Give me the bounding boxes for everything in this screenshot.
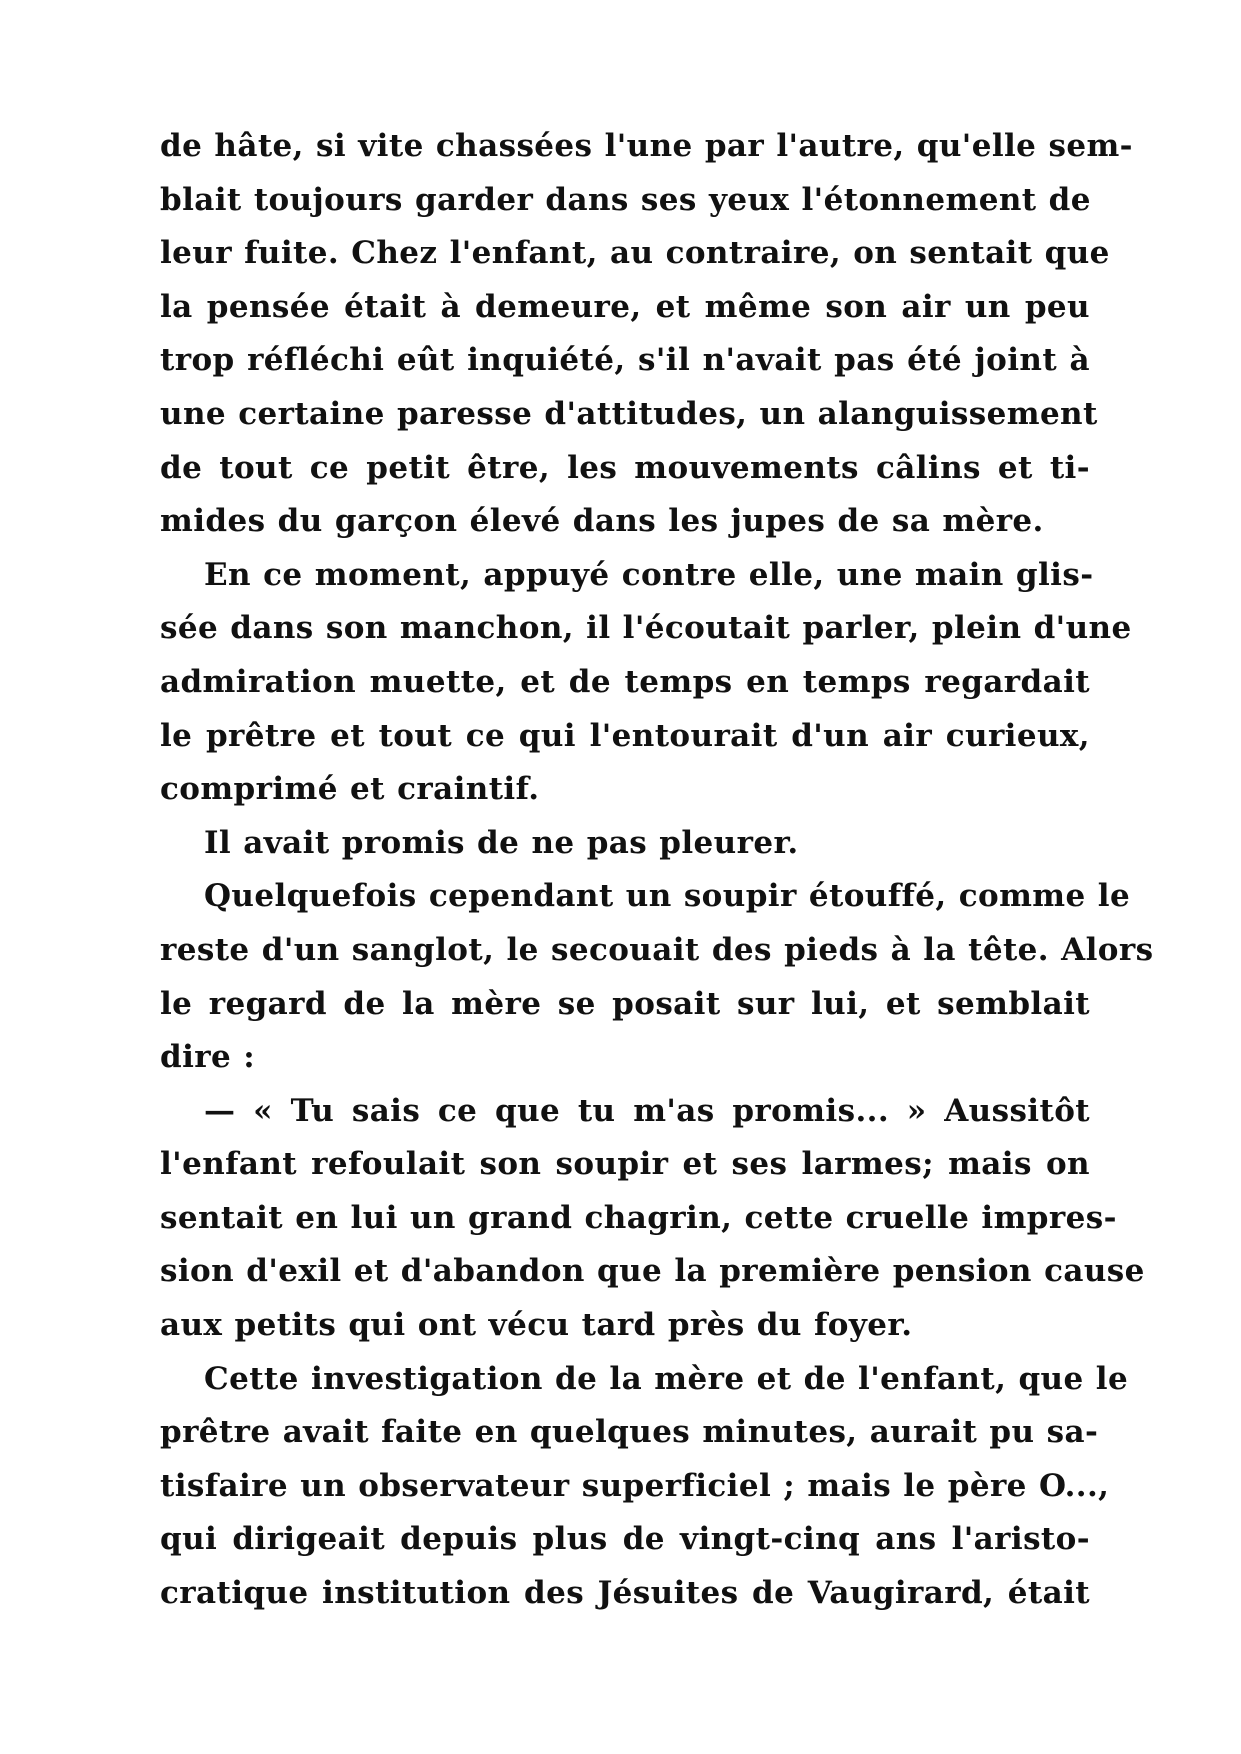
text-line: cratique institution des Jésuites de Vaugirard, était xyxy=(160,1575,1090,1612)
text-line: le regard de la mère se posait sur lui, et semblait xyxy=(160,985,1090,1022)
text-line: tisfaire un observateur superficiel ; mais le père O..., xyxy=(160,1467,1110,1504)
text-line: aux petits qui ont vécu tard près du foyer. xyxy=(160,1307,913,1344)
text-line: sée dans son manchon, il l'écoutait parler, plein d'une xyxy=(160,610,1132,647)
text-line: — « Tu sais ce que tu m'as promis... » Aussitôt xyxy=(204,1092,1090,1129)
text-line: blait toujours garder dans ses yeux l'étonnement de xyxy=(160,181,1091,218)
text-line: le prêtre et tout ce qui l'entourait d'un air curieux, xyxy=(160,717,1090,754)
text-line: reste d'un sanglot, le secouait des pieds à la tête. Alors xyxy=(160,931,1154,968)
text-line: trop réfléchi eût inquiété, s'il n'avait pas été joint à xyxy=(160,342,1090,379)
text-line: de hâte, si vite chassées l'une par l'autre, qu'elle sem- xyxy=(160,128,1133,164)
text-line: dire : xyxy=(160,1039,256,1076)
text-line: Cette investigation de la mère et de l'enfant, que le xyxy=(204,1360,1129,1397)
text-line: la pensée était à demeure, et même son air un peu xyxy=(160,288,1090,325)
text-line: En ce moment, appuyé contre elle, une main glis- xyxy=(204,556,1094,593)
text-line: prêtre avait faite en quelques minutes, aurait pu sa- xyxy=(160,1414,1099,1451)
text-line: leur fuite. Chez l'enfant, au contraire, on sentait que xyxy=(160,235,1110,272)
text-line: sion d'exil et d'abandon que la première pension cause xyxy=(160,1253,1145,1290)
text-line: de tout ce petit être, les mouvements câlins et ti- xyxy=(160,449,1090,486)
text-line: comprimé et craintif. xyxy=(160,771,540,808)
text-line: Il avait promis de ne pas pleurer. xyxy=(204,824,799,861)
text-line: une certaine paresse d'attitudes, un alanguissement xyxy=(160,395,1098,432)
text-line: mides du garçon élevé dans les jupes de sa mère. xyxy=(160,503,1044,540)
page-text xyxy=(160,120,1154,1621)
text-line: qui dirigeait depuis plus de vingt-cinq ans l'aristo- xyxy=(160,1521,1090,1558)
text-line: sentait en lui un grand chagrin, cette cruelle impres- xyxy=(160,1199,1117,1236)
text-line: Quelquefois cependant un soupir étouffé, comme le xyxy=(204,878,1131,915)
text-line: admiration muette, et de temps en temps regardait xyxy=(160,663,1090,700)
text-line: l'enfant refoulait son soupir et ses larmes; mais on xyxy=(160,1146,1090,1183)
